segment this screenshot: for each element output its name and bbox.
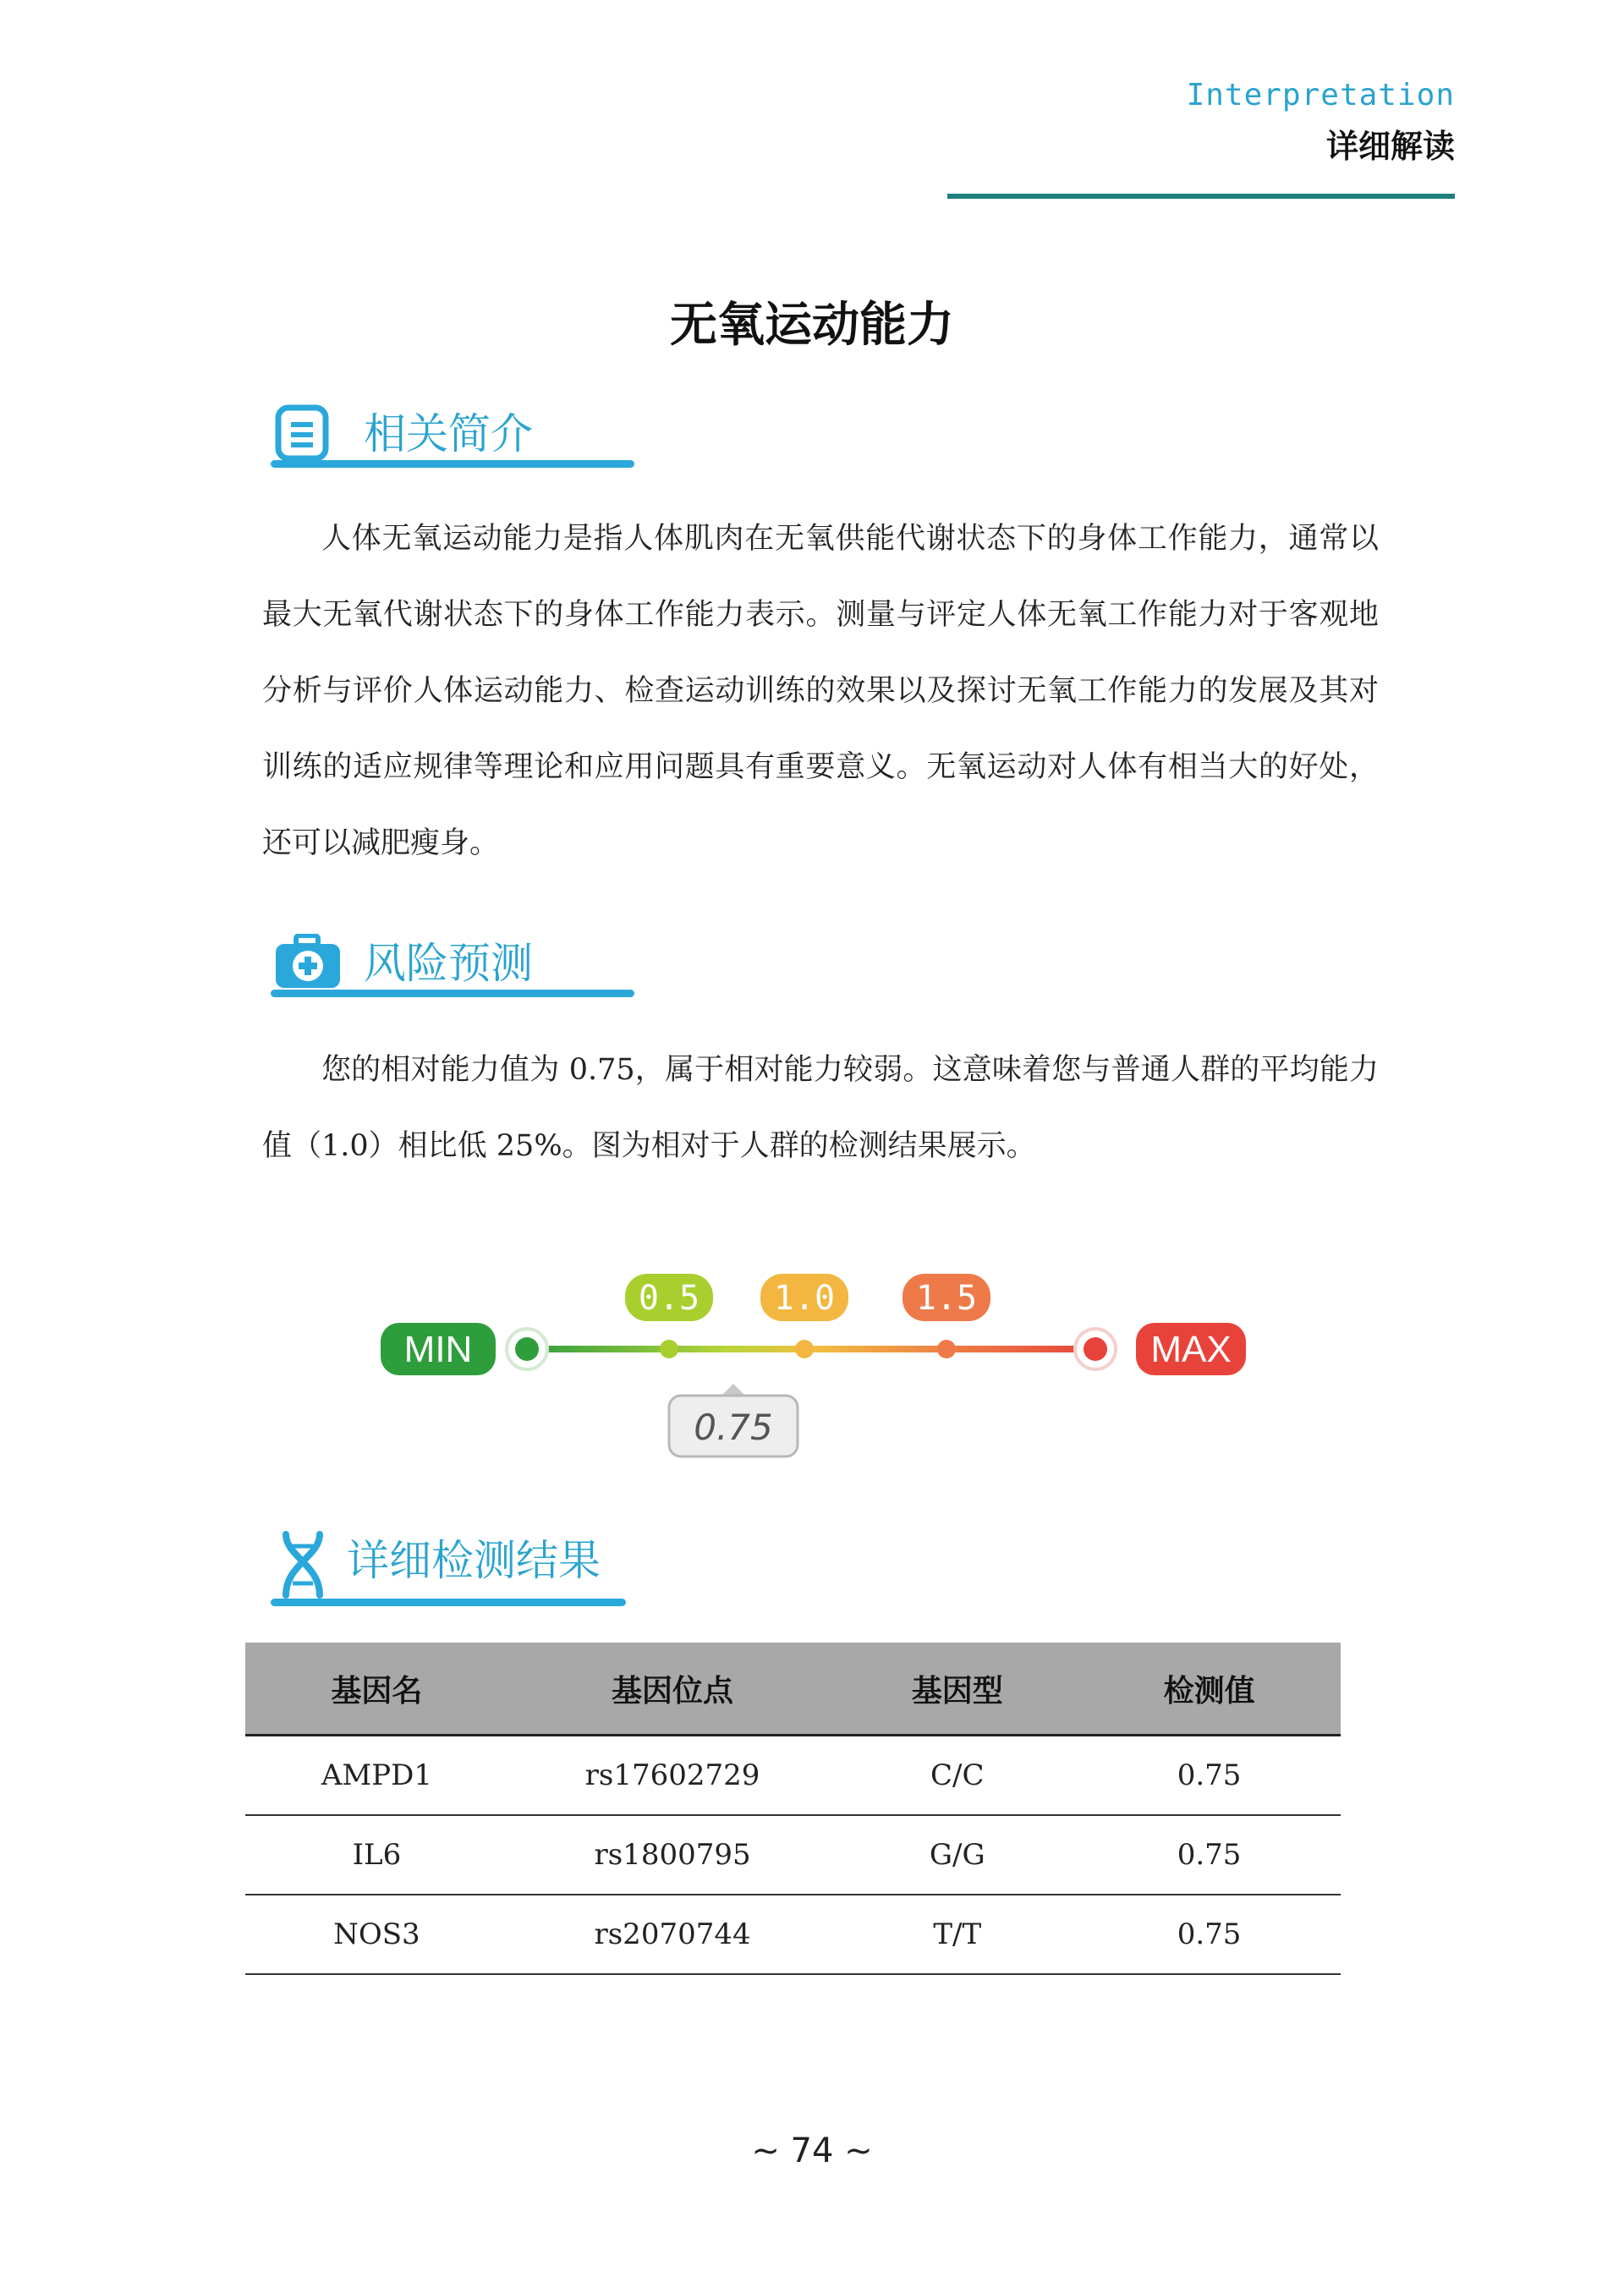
section-label-intro: 相关简介: [364, 409, 533, 458]
table-row: [245, 1895, 1341, 1974]
column-header-value: 检测值: [1078, 1643, 1341, 1736]
cell-gene: NOS3: [245, 1895, 508, 1974]
gauge-graphic: [372, 1252, 1252, 1489]
result-pointer: [721, 1384, 745, 1396]
cell-gene: IL6: [245, 1815, 508, 1895]
table-row: [245, 1736, 1341, 1816]
tick-marker: [660, 1340, 678, 1358]
cell-locus: rs17602729: [508, 1736, 837, 1816]
section-heading-risk: [271, 934, 634, 1001]
cell-gene: AMPD1: [245, 1736, 508, 1816]
max-endpoint: [1084, 1337, 1107, 1361]
medical-kit-icon: [274, 934, 332, 993]
intro-text: 人体无氧运动能力是指人体肌肉在无氧供能代谢状态下的身体工作能力，通常以最大无氧代谢状态下的身体工作能力表示。测量与评定人体无氧工作能力对于客观地分析与评价人体运动能力、检查运动训练的效果以及探讨无氧工作能力的发展及其对训练的适应规律等理论和应用问题具有重要意义。无氧运动对人体有相当大的好处，还可以减肥瘦身。: [262, 522, 1379, 860]
header-rule: [947, 194, 1455, 199]
section-underline: [271, 460, 634, 468]
section-underline: [271, 990, 634, 997]
tick-label: 0.5: [638, 1279, 700, 1318]
cell-genotype: C/C: [837, 1736, 1078, 1816]
ability-gauge: [372, 1252, 1252, 1489]
document-list-icon: [274, 404, 332, 464]
column-header-locus: 基因位点: [508, 1643, 837, 1736]
cell-genotype: G/G: [837, 1815, 1078, 1895]
column-header-gene: 基因名: [245, 1643, 508, 1736]
section-label-details: 详细检测结果: [347, 1536, 601, 1585]
cell-value: 0.75: [1078, 1895, 1341, 1974]
header-english: Interpretation: [1186, 78, 1455, 112]
section-heading-details: [271, 1531, 634, 1599]
risk-text: 您的相对能力值为 0.75，属于相对能力较弱。这意味着您与普通人群的平均能力值（1.0）相比低 25%。图为相对于人群的检测结果展示。: [262, 1053, 1379, 1163]
cell-value: 0.75: [1078, 1736, 1341, 1816]
tick-marker: [795, 1340, 814, 1358]
page-title: 无氧运动能力: [670, 298, 954, 353]
intro-paragraph: [262, 501, 1379, 881]
section-underline: [271, 1599, 626, 1606]
column-header-genotype: 基因型: [837, 1643, 1078, 1736]
page-number: ~ 74 ~: [751, 2131, 873, 2170]
result-value: 0.75: [694, 1407, 773, 1448]
tick-label: 1.0: [773, 1279, 836, 1318]
section-label-risk: 风险预测: [364, 939, 533, 988]
header-chinese: 详细解读: [1325, 128, 1455, 165]
max-label: MAX: [1150, 1329, 1232, 1370]
cell-genotype: T/T: [837, 1895, 1078, 1974]
table-row: [245, 1815, 1341, 1895]
section-heading-intro: [271, 404, 634, 472]
results-table: [245, 1643, 1341, 1975]
dna-icon: [274, 1531, 332, 1590]
min-endpoint: [515, 1337, 539, 1361]
cell-locus: rs2070744: [508, 1895, 837, 1974]
min-label: MIN: [403, 1329, 473, 1370]
tick-label: 1.5: [915, 1279, 978, 1318]
cell-locus: rs1800795: [508, 1815, 837, 1895]
cell-value: 0.75: [1078, 1815, 1341, 1895]
tick-marker: [937, 1340, 956, 1358]
risk-paragraph: [262, 1032, 1379, 1184]
table-header-row: [245, 1643, 1341, 1736]
